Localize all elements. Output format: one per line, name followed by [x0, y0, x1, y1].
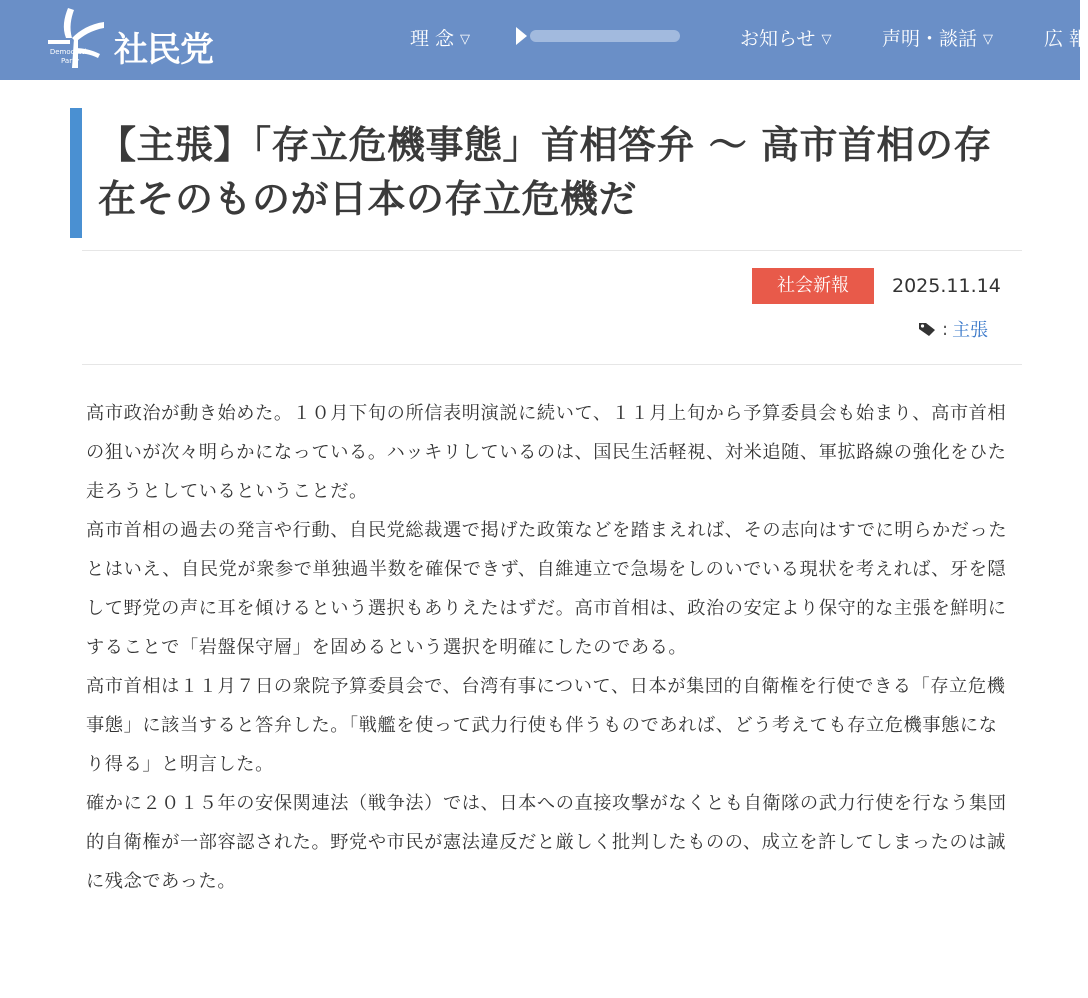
paragraph: 高市首相の過去の発言や行動、自民党総裁選で掲げた政策などを踏まえれば、その志向はすでに明らかだったとはいえ、自民党が衆参で単独過半数を確保できず、自維連立で急場をしのいでいる現状を考えれば、牙を隠して野党の声に耳を傾けるという選択もありえたはずだ。高市首相は、政治の安定より保守的な主張を鮮明にすることで「岩盤保守層」を固めるという選択を明確にしたのである。	[86, 520, 1008, 658]
tag-link[interactable]: 主張	[952, 320, 989, 341]
blurred-nav-label	[530, 30, 680, 42]
nav-label: 声明・談話	[882, 27, 978, 50]
paragraph: 確かに２０１５年の安保関連法（戦争法）では、日本への直接攻撃がなくとも自衛隊の武力行使を行なう集団的自衛権が一部容認された。野党や市民が憲法違反だと厳しく批判したものの、成立を許してしまったのは誠に残念であった。	[86, 793, 1007, 892]
caret-down-icon: ▽	[460, 31, 471, 47]
tag-line	[918, 316, 988, 342]
article-title: 【主張】「存立危機事態」首相答弁 〜 高市首相の存在そのものが日本の存立危機だ	[98, 123, 992, 221]
category-badge[interactable]: 社会新報	[752, 268, 874, 304]
title-accent-bar	[70, 108, 82, 238]
logo-text: 社民党	[114, 30, 213, 70]
site-header	[0, 0, 1088, 80]
play-icon	[516, 27, 527, 45]
nav-item-news[interactable]	[740, 22, 831, 52]
nav-item-philosophy[interactable]	[410, 22, 470, 52]
nav-item-publicity[interactable]	[1044, 22, 1088, 52]
nav-label: お知らせ	[740, 27, 816, 50]
tag-separator: :	[942, 318, 949, 340]
site-logo[interactable]	[44, 4, 224, 72]
caret-down-icon: ▽	[983, 31, 994, 47]
caret-down-icon: ▽	[821, 31, 832, 47]
nav-label: 広 報	[1044, 27, 1088, 50]
paragraph: 高市首相は１１月７日の衆院予算委員会で、台湾有事について、日本が集団的自衛権を行使できる「存立危機事態」に該当すると答弁した。「戦艦を使って武力行使も伴うものであれば、どう考えても存立危機事態になり得る」と明言した。	[86, 676, 1006, 775]
article-title-block	[70, 108, 1030, 238]
logo-subtitle: Democratic Party	[49, 48, 91, 65]
article-body	[86, 394, 1016, 901]
divider	[82, 250, 1022, 251]
divider	[82, 364, 1022, 365]
nav-item-statements[interactable]	[882, 22, 993, 52]
paragraph: 高市政治が動き始めた。１０月下旬の所信表明演説に続いて、１１月上旬から予算委員会も始まり、高市首相の狙いが次々明らかになっている。ハッキリしているのは、国民生活軽視、対米追随、軍拡路線の強化をひた走ろうとしているということだ。	[86, 403, 1007, 502]
publish-date: 2025.11.14	[892, 275, 1001, 297]
nav-label: 理 念	[410, 27, 455, 50]
nav-item-obscured[interactable]	[516, 26, 686, 46]
tag-icon	[918, 321, 936, 337]
